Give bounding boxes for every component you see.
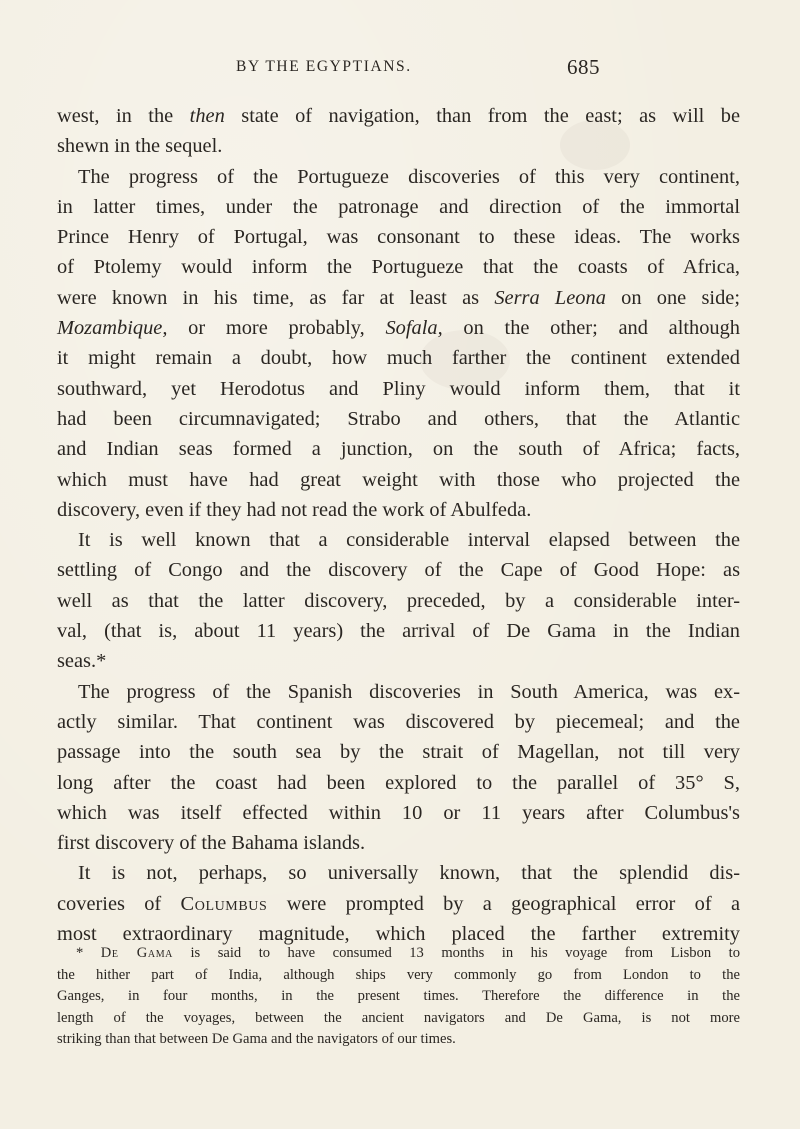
text-line: first discovery of the Bahama islands.	[57, 832, 366, 855]
footnote	[57, 943, 740, 1051]
text-line: discovery, even if they had not read the work of Abulfeda.	[57, 498, 532, 521]
text-line: well as that the latter discovery, preceded, by a considerable inter-	[57, 589, 740, 612]
text-line: actly similar. That continent was discovered by piecemeal; and the	[57, 710, 740, 733]
text-line: in latter times, under the patronage and direction of the immortal	[57, 195, 740, 218]
text-line: val, (that is, about 11 years) the arrival of De Gama in the Indian	[57, 620, 740, 643]
footnote-line: length of the voyages, between the ancient navigators and De Gama, is not more	[57, 1009, 740, 1026]
page-number: 685	[567, 55, 600, 79]
de-gama-small-caps: De Gama	[100, 945, 174, 961]
footnote-line: * De Gama is said to have consumed 13 months in his voyage from Lisbon to	[76, 945, 741, 961]
text-line: which was itself effected within 10 or 11 years after Columbus's	[57, 801, 740, 824]
footnote-line: Ganges, in four months, in the present times. Therefore the difference in the	[57, 988, 740, 1004]
text-line: It is well known that a considerable interval elapsed between the	[78, 529, 740, 552]
text-line: passage into the south sea by the strait of Magellan, not till very	[57, 741, 740, 764]
text-line: were known in his time, as far at least as Serra Leona on one side;	[57, 286, 740, 309]
footnote-line: the hither part of India, although ships very commonly go from London to the	[57, 966, 740, 983]
text-line: It is not, perhaps, so universally known, that the splendid dis-	[78, 862, 740, 885]
text-line: Mozambique, or more probably, Sofala, on the other; and although	[57, 317, 740, 340]
text-line: west, in the then state of navigation, than from the east; as will be	[57, 105, 740, 127]
text-line: and Indian seas formed a junction, on the south of Africa; facts,	[57, 438, 740, 461]
text-line: it might remain a doubt, how much farther the continent extended	[57, 347, 740, 370]
running-title: BY THE EGYPTIANS.	[236, 58, 412, 75]
text-line: southward, yet Herodotus and Pliny would inform them, that it	[57, 377, 740, 400]
text-line: most extraordinary magnitude, which placed the farther extremity	[57, 923, 740, 946]
text-line: settling of Congo and the discovery of the Cape of Good Hope: as	[57, 559, 740, 582]
text-line: had been circumnavigated; Strabo and others, that the Atlantic	[57, 407, 740, 430]
running-head	[0, 55, 800, 84]
text-line: long after the coast had been explored to the parallel of 35° S,	[57, 771, 740, 794]
footnote-line: striking than that between De Gama and the navigators of our times.	[57, 1031, 456, 1047]
text-line: The progress of the Spanish discoveries in South America, was ex-	[78, 680, 740, 703]
body-text	[57, 101, 740, 949]
text-line: which must have had great weight with those who projected the	[57, 468, 740, 491]
text-line: coveries of Columbus were prompted by a geographical error of a	[57, 892, 740, 915]
text-line: of Ptolemy would inform the Portugueze that the coasts of Africa,	[57, 256, 740, 279]
text-line: The progress of the Portugueze discoveries of this very continent,	[78, 165, 740, 188]
text-line: seas.*	[57, 650, 107, 673]
text-line: shewn in the sequel.	[57, 135, 223, 158]
text-line: Prince Henry of Portugal, was consonant to these ideas. The works	[57, 226, 740, 249]
columbus-small-caps: Columbus	[180, 892, 268, 915]
